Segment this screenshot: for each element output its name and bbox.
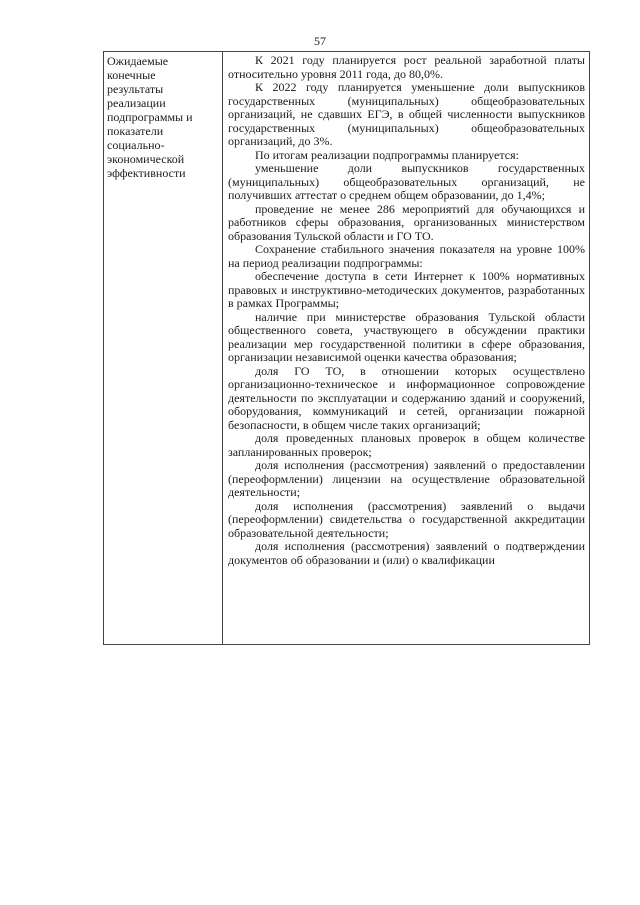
left-label-line: подпрограммы и [107, 110, 193, 124]
results-table [103, 51, 590, 645]
paragraph: доля исполнения (рассмотрения) заявлений о выдачи (переоформлении) свидетельства о государственной аккредитации образовательной деятельности; [228, 498, 585, 540]
paragraph: проведение не менее 286 мероприятий для обучающихся и работников сферы образования, организованных министерством образования Тульской области и ГО ТО. [228, 201, 585, 243]
paragraph: доля исполнения (рассмотрения) заявлений о подтверждении документов об образовании и (или) о квалификации [228, 539, 585, 567]
left-label-line: экономической [107, 152, 185, 166]
paragraph: доля исполнения (рассмотрения) заявлений о предоставлении (переоформлении) лицензии на осуществление образовательной деятельности; [228, 458, 585, 499]
paragraph: К 2022 году планируется уменьшение доли выпускников государственных (муниципальных) общеобразовательных организаций, не сдавших ЕГЭ, в общей численности выпускников государственных (муниципальных) общеобразовательных организаций, до 3%. [228, 80, 585, 148]
left-label-line: реализации [107, 96, 166, 110]
paragraph: наличие при министерстве образования Тульской области общественного совета, участвующего в обсуждении практики реализации мер государственной политики в сфере образования, организации независимой оценки качества образования; [228, 309, 585, 364]
left-label-line: Ожидаемые [107, 54, 169, 68]
paragraph: доля ГО ТО, в отношении которых осуществлено организационно-техническое и информационное сопровождение деятельности по эксплуатации и содержанию зданий и сооружений, оборудования, коммуникаций и сетей, организации пожарной безопасности, в общем числе таких организаций; [228, 363, 585, 432]
left-header-cell [104, 52, 223, 644]
paragraph: По итогам реализации подпрограммы планируется: [255, 147, 519, 162]
paragraph: Сохранение стабильного значения показателя на уровне 100% на период реализации подпрограммы: [228, 242, 585, 270]
paragraph: К 2021 году планируется рост реальной заработной платы относительно уровня 2011 года, до 80,0%. [228, 53, 585, 81]
left-label-line: эффективности [107, 166, 186, 180]
right-content-cell [223, 52, 589, 644]
left-label-line: результаты [107, 82, 164, 96]
paragraph: обеспечение доступа в сети Интернет к 100% нормативных правовых и инструктивно-методических документов, разработанных в рамках Программы; [228, 269, 585, 310]
left-label-line: показатели [107, 124, 164, 138]
paragraph: доля проведенных плановых проверок в общем количестве запланированных проверок; [228, 431, 585, 459]
page-number: 57 [314, 34, 326, 48]
left-label-line: социально- [107, 138, 165, 152]
left-label-line: конечные [107, 68, 156, 82]
paragraph: уменьшение доли выпускников государственных (муниципальных) общеобразовательных организаций, не получивших аттестат о среднем общем образовании, до 1,4%; [228, 161, 585, 202]
